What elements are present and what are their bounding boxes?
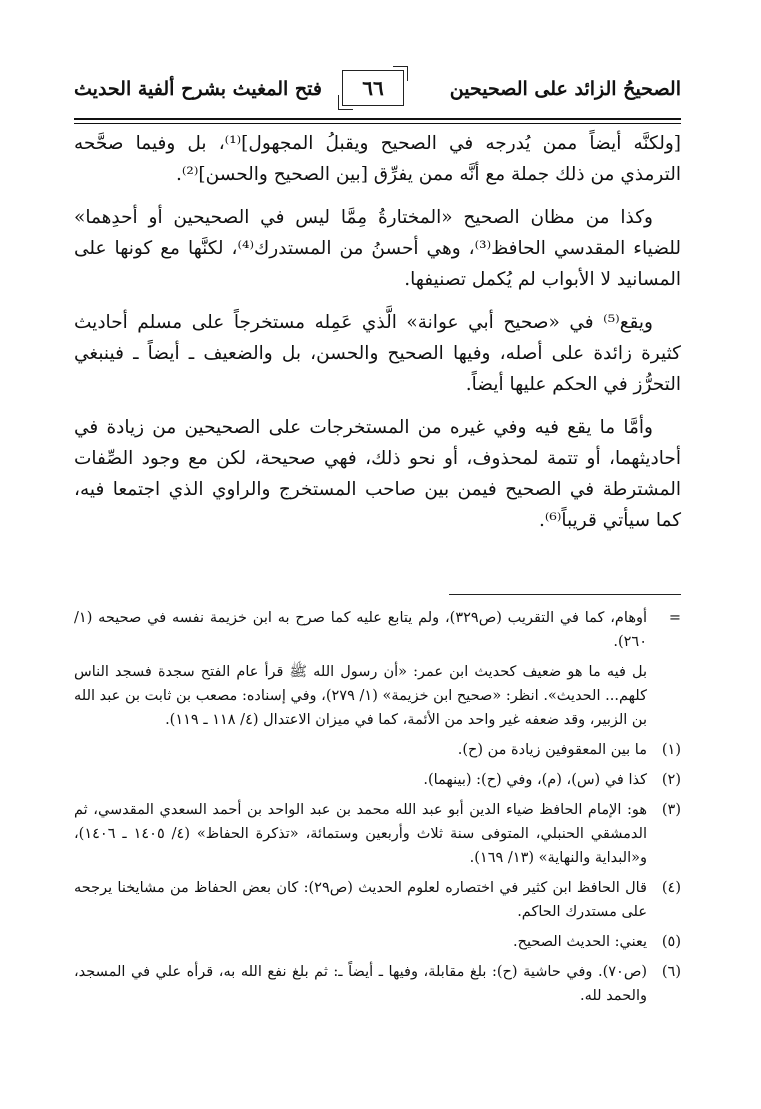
paragraph-4: وأمَّا ما يقع فيه وفي غيره من المستخرجات على الصحيحين من زيادة في أحاديثهما، أو تتمة لمحذوف، أو نحو ذلك، فهي صحيحة، لكن مع وجود الصِّفات المشترطة في الصحيح فيمن بين صاحب المستخرج والراوي الذي اجتمعا فيه، كما سيأتي قريباً⁽⁶⁾. (74, 417, 681, 531)
paragraph-3: ويقع⁽⁵⁾ في «صحيح أبي عوانة» الَّذي عَمِله مستخرجاً على مسلم أحاديث كثيرة زائدة على أصله، وفيها الصحيح والحسن، بل والضعيف ـ أيضاً ـ فينبغي التحرُّز في الحكم عليها أيضاً. (74, 312, 681, 395)
footnote-5 (74, 930, 681, 954)
page-number: ٦٦ (342, 70, 404, 106)
header-rule-thin (74, 123, 681, 124)
footnote-continuation-text: أوهام، كما في التقريب (ص٣٢٩)، ولم يتابع عليه كما صرح به ابن خزيمة نفسه في صحيحه (١/ ٢٦٠). (74, 610, 647, 650)
footnote-text: ما بين المعقوفين زيادة من (ح). (457, 742, 647, 758)
footnote-2 (74, 768, 681, 792)
footnote-text: يعني: الحديث الصحيح. (512, 934, 647, 950)
footnote-6 (74, 960, 681, 1008)
footnote-text: (ص٧٠). وفي حاشية (ح): بلغ مقابلة، وفيها ـ أيضاً ـ: ثم بلغ نفع الله به، قرأه علي في المسجد، والحمد لله. (74, 964, 647, 1004)
header-rule (74, 118, 681, 120)
footnotes (74, 606, 681, 1014)
page-header (74, 70, 681, 112)
main-text (74, 128, 681, 548)
running-title-left: فتح المغيث بشرح ألفية الحديث (74, 78, 322, 100)
running-title-right: الصحيحُ الزائد على الصحيحين (449, 78, 681, 100)
footnote-3 (74, 798, 681, 870)
paragraph-1: [ولكنَّه أيضاً ممن يُدرجه في الصحيح ويقبلُ المجهول]⁽¹⁾، بل وفيما صحَّحه الترمذي من ذلك جملة مع أنَّه ممن يفرِّق [بين الصحيح والحسن]⁽²⁾. (74, 133, 681, 185)
footnote-continuation-2 (74, 660, 681, 732)
footnote-number: (١) (661, 742, 681, 758)
footnote-number: (٣) (661, 802, 681, 818)
footnote-continuation-text-2: بل فيه ما هو ضعيف كحديث ابن عمر: «أن رسول الله ﷺ قرأ عام الفتح سجدة فسجد الناس كلهم... الحديث». انظر: «صحيح ابن خزيمة» (١/ ٢٧٩)، وفي إسناده: مصعب بن ثابت بن عبد الله بن الزبير، وقد ضعفه غير واحد من الأئمة، كما في ميزان الاعتدال (٤/ ١١٨ ـ ١١٩). (74, 664, 647, 728)
paragraph-2: وكذا من مظان الصحيح «المختارةُ مِمَّا ليس في الصحيحين أو أحدِهما» للضياء المقدسي الحافظ⁽³⁾، وهي أحسنُ من المستدرك⁽⁴⁾، لكنَّها مع كونها على المسانيد لا الأبواب لم يُكمل تصنيفها. (74, 207, 682, 290)
footnote-4 (74, 876, 681, 924)
footnote-text: هو: الإمام الحافظ ضياء الدين أبو عبد الله محمد بن عبد الواحد بن أحمد السعدي المقدسي، ثم الدمشقي الحنبلي، المتوفى سنة ثلاث وأربعين وستمائة، «تذكرة الحفاظ» (٤/ ١٤٠٥ ـ ١٤٠٦)، و«البداية والنهاية» (١٣/ ١٦٩). (74, 802, 647, 866)
footnote-continuation (74, 606, 681, 654)
footnote-separator (449, 594, 681, 595)
footnote-text: قال الحافظ ابن كثير في اختصاره لعلوم الحديث (ص٢٩): كان بعض الحفاظ من مشايخنا يرجحه على مستدرك الحاكم. (74, 880, 647, 920)
footnote-number: (٢) (661, 772, 681, 788)
footnote-number: (٤) (661, 880, 681, 896)
continuation-marker: = (668, 610, 681, 626)
footnote-number: (٦) (661, 964, 681, 980)
footnote-number: (٥) (661, 934, 681, 950)
footnote-text: كذا في (س)، (م)، وفي (ح): (بينهما). (423, 772, 647, 788)
footnote-1 (74, 738, 681, 762)
